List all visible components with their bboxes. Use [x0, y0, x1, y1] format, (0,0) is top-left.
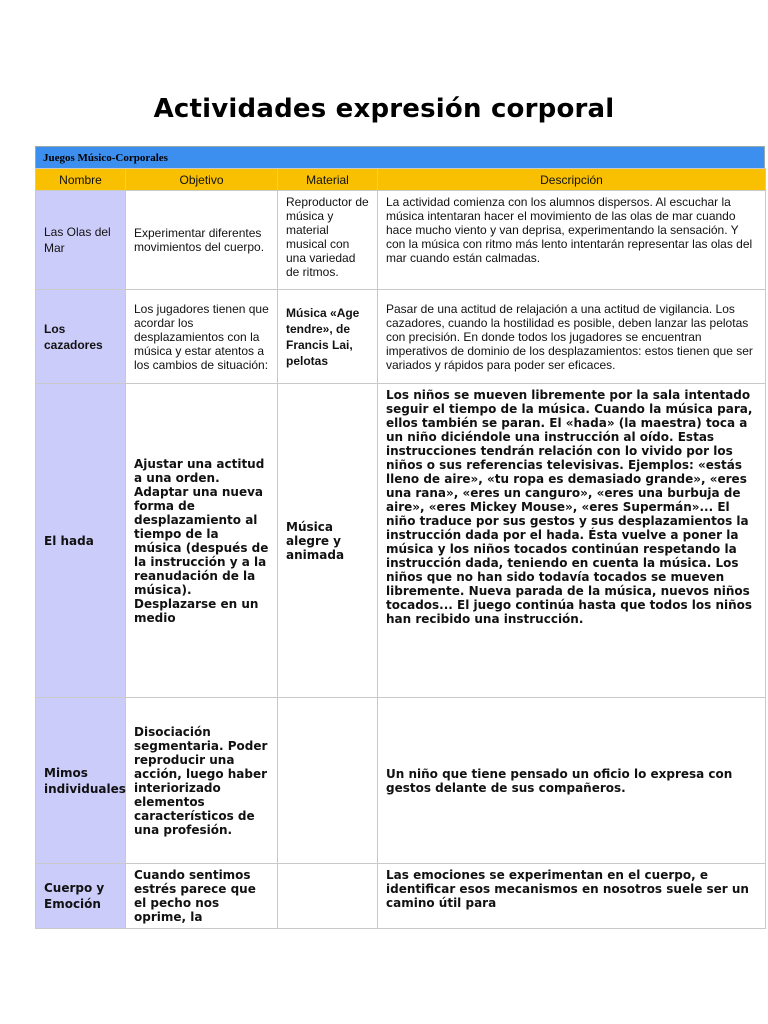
activity-name: Las Olas del Mar	[36, 191, 126, 290]
activity-objective: Disociación segmentaria. Poder reproducir una acción, luego haber interiorizado elementos característicos de una profesión.	[126, 698, 278, 864]
header-material: Material	[278, 169, 378, 191]
table-row	[36, 864, 766, 929]
header-descripcion: Descripción	[378, 169, 766, 191]
header-objetivo: Objetivo	[126, 169, 278, 191]
activity-description: Los niños se mueven libremente por la sala intentado seguir el tiempo de la música. Cuando la música para, ellos también se paran. El «hada» (la maestra) toca a un niño diciéndole una instrucción al oído. Estas instrucciones tendrán relación con lo vivido por los niños o sus referencias televisivas. Ejemplos: «estás lleno de aire», «tu ropa es demasiado grande», «eres una rana», «eres un canguro», «eres una burbuja de aire», «eres Mickey Mouse», «eres Supermán»... El niño traduce por sus gestos y sus desplazamientos la instrucción dada por el hada. Ésta vuelve a poner la música y los niños tocados continúan respetando la instrucción dada, teniendo en cuenta la música. Los niños que no han sido todavía tocados se mueven libremente. Nueva parada de la música, nuevos niños tocados... El juego continúa hasta que todos los niños han recibido una instrucción.	[378, 384, 766, 698]
activity-objective: Los jugadores tienen que acordar los desplazamientos con la música y estar atentos a los cambios de situación:	[126, 290, 278, 384]
activity-objective: Ajustar una actitud a una orden. Adaptar una nueva forma de desplazamiento al tiempo de la música (después de la instrucción y a la reanudación de la música). Desplazarse en un medio	[126, 384, 278, 698]
table-row	[36, 384, 766, 698]
activity-name: El hada	[36, 384, 126, 698]
activity-material: Música «Age tendre», de Francis Lai, pelotas	[278, 290, 378, 384]
activity-description: Pasar de una actitud de relajación a una actitud de vigilancia. Los cazadores, cuando la hostilidad es posible, deben lanzar las pelotas con precisión. En donde todos los jugadores se encuentran imperativos de dominio de los desplazamientos: estos tienen que ser variados y rápidos para poder ser eficaces.	[378, 290, 766, 384]
activity-description: Un niño que tiene pensado un oficio lo expresa con gestos delante de sus compañeros.	[378, 698, 766, 864]
table-row	[36, 698, 766, 864]
activity-objective: Experimentar diferentes movimientos del cuerpo.	[126, 191, 278, 290]
activity-name: Los cazadores	[36, 290, 126, 384]
activity-material	[278, 864, 378, 929]
activity-name: Cuerpo y Emoción	[36, 864, 126, 929]
activities-table	[35, 146, 765, 929]
activity-material	[278, 698, 378, 864]
header-nombre: Nombre	[36, 169, 126, 191]
activity-material: Reproductor de música y material musical con una variedad de ritmos.	[278, 191, 378, 290]
document-title: Actividades expresión corporal	[153, 94, 615, 124]
activity-objective: Cuando sentimos estrés parece que el pecho nos oprime, la	[126, 864, 278, 929]
activity-name: Mimos individuales	[36, 698, 126, 864]
table-row	[36, 290, 766, 384]
table-row	[36, 191, 766, 290]
table-caption: Juegos Músico-Corporales	[35, 146, 765, 168]
header-row	[36, 169, 766, 191]
activity-description: La actividad comienza con los alumnos dispersos. Al escuchar la música intentaran hacer el movimiento de las olas de mar cuando hace mucho viento y van deprisa, experimentando la sensación. Y con la música con ritmo más lento intentarán representar las olas del mar cuando están calmadas.	[378, 191, 766, 290]
activity-description: Las emociones se experimentan en el cuerpo, e identificar esos mecanismos en nosotros suele ser un camino útil para	[378, 864, 766, 929]
activity-material: Música alegre y animada	[278, 384, 378, 698]
